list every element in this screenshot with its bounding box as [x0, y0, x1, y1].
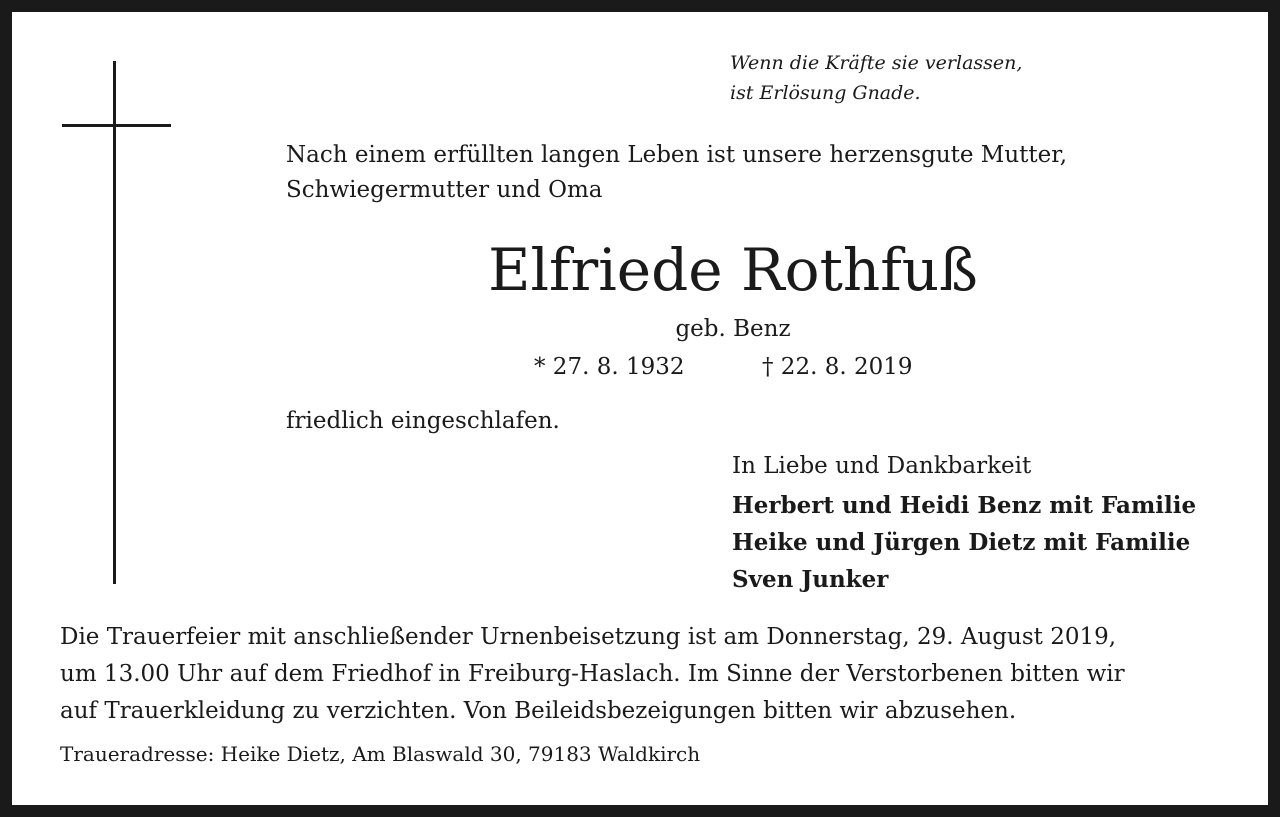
intro-text	[286, 138, 1067, 208]
signoff-text: In Liebe und Dankbarkeit	[732, 453, 1032, 479]
passed-text: friedlich eingeschlafen.	[286, 408, 560, 434]
birth-date: * 27. 8. 1932	[534, 354, 685, 380]
motto-line-1: Wenn die Kräfte sie verlassen,	[730, 52, 1023, 74]
intro-line-1: Nach einem erfüllten langen Leben ist unsere herzensgute Mutter,	[286, 142, 1068, 168]
motto-line-2: ist Erlösung Gnade.	[730, 82, 921, 104]
family-list	[732, 487, 1196, 598]
death-date: † 22. 8. 2019	[762, 354, 913, 380]
mourning-address: Traueradresse: Heike Dietz, Am Blaswald 30, 79183 Waldkirch	[60, 742, 701, 766]
cross-vertical-bar	[113, 61, 116, 584]
ceremony-line-2: um 13.00 Uhr auf dem Friedhof in Freiburg-Haslach. Im Sinne der Verstorbenen bitten wir	[60, 661, 1125, 687]
obituary-notice	[12, 12, 1268, 805]
cross-horizontal-bar	[62, 124, 171, 127]
family-member: Heike und Jürgen Dietz mit Familie	[732, 529, 1191, 556]
family-member: Herbert und Heidi Benz mit Familie	[732, 492, 1197, 519]
maiden-name: geb. Benz	[675, 316, 791, 342]
ceremony-line-1: Die Trauerfeier mit anschließender Urnenbeisetzung ist am Donnerstag, 29. August 2019,	[60, 624, 1117, 650]
ceremony-details	[60, 619, 1222, 730]
ceremony-line-3: auf Trauerkleidung zu verzichten. Von Beileidsbezeigungen bitten wir abzusehen.	[60, 698, 1017, 724]
motto	[730, 48, 1022, 108]
family-member: Sven Junker	[732, 566, 889, 593]
deceased-name: Elfriede Rothfuß	[488, 236, 978, 304]
intro-line-2: Schwiegermutter und Oma	[286, 177, 603, 203]
